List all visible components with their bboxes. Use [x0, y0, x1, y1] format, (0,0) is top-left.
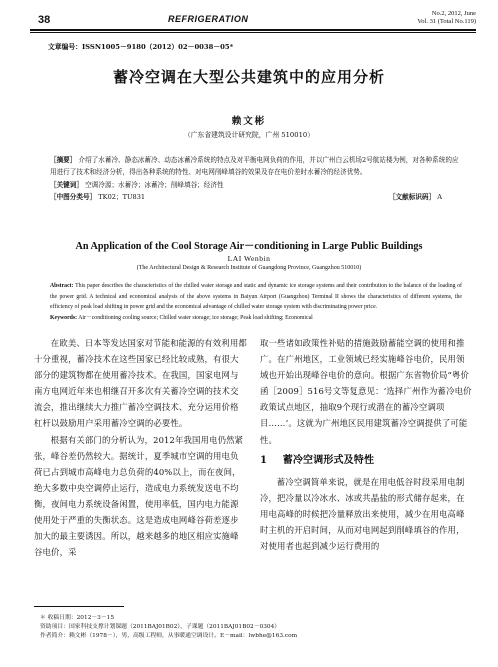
- clc-cn: [50, 191, 145, 203]
- author-english: LAI Wenbin: [227, 254, 271, 263]
- body-paragraph: 在欧美、日本等发达国家对节能和能源的有效利用都十分重视，蓄冷技术在这些国家已经比较成熟，有很大部分的建筑物都在使用蓄冷技术。在我国，国家电网与南方电网近年来也相继召开多次有关蓄冷空调的技术交流会，推出继续大力推广蓄冷空调技术、充分运用价格杠杆以鼓励用户采用蓄冷空调的必要性。: [34, 338, 247, 429]
- abstract-english: [50, 281, 462, 323]
- abstract-en-body: [50, 281, 462, 313]
- abstract-cn-body: [50, 154, 462, 179]
- abstract-en-label: Abstract:: [50, 283, 74, 289]
- keywords-en-label: Keywords:: [50, 314, 78, 321]
- body-paragraph: 根据有关部门的分析认为，2012年我国用电仍然紧张，峰谷差仍然较大。据统计，夏季城市空调的用电负荷已占到城市高峰电力总负荷的40%以上，而在夜间，绝大多数中央空调停止运行，造成电力系统发送电不均衡，夜间电力系统设备闲置，使用率低，国内电力能源使用处于严重的失衡状态。这是造成电网峰谷荷差逐步加大的最主要诱因。所以，越来越多的地区相应实施峰谷电价，采: [34, 434, 244, 558]
- affiliation-chinese: （广东省建筑设计研究院，广州 510010）: [183, 131, 315, 139]
- keywords-en: [50, 313, 462, 324]
- keywords-cn-text: 空调冷源；水蓄冷；冰蓄冷；削峰填谷；经济性: [85, 180, 224, 189]
- body-paragraph: 蓄冷空调简单来说，就是在用电低谷时段采用电制冷，把冷量以冷冰水、冰或共晶盐的形式储存起来，在用电高峰的时候把冷量释放出来使用，减少在用电高峰时主机的开启时间，从而对电网起到削峰填谷的作用，对使用者也起到减少运行费用的: [260, 476, 465, 552]
- abstract-cn-label: ［摘要］: [50, 156, 77, 164]
- issue-line-2: Vol. 31 (Total No.119): [417, 18, 476, 25]
- abstract-en-text: This paper describes the characteristics of the chilled water storage and static and dynamic ice storage systems and their contribution to the balance of the loading of the power grid. A technical and economical analysis of the above systems in Baiyun Airport (Guangzhou) Terminal II shows the characteristics of different systems, the efficiency of peak load shifting in power grid and the economical advantage of chilled water storage system with discriminating power price.: [50, 283, 462, 310]
- doc-code-text: A: [437, 193, 442, 202]
- keywords-cn: [50, 179, 462, 191]
- title-english: An Application of the Cool Storage Air－conditioning in Large Public Buildings: [75, 241, 423, 252]
- footnote: [40, 614, 480, 641]
- body-column-right: [260, 335, 473, 554]
- header-rule-thin: [30, 32, 476, 33]
- section-title: 蓄冷空调形式及特性: [282, 454, 375, 466]
- clc-cn-text: TK02；TU831: [98, 193, 146, 202]
- author-chinese: 赖文彬: [231, 116, 267, 127]
- abstract-cn-text: 介绍了水蓄冷、静态冰蓄冷、动态冰蓄冷系统的特点及对平衡电网负荷的作用，并以广州白云机场2号航站楼为例，对各种系统的应用进行了技术和经济分析，得出各种系统的特性、对电网削峰填谷的效果及存在电价差时水蓄冷的经济优势。: [50, 156, 459, 177]
- abstract-chinese: [50, 154, 462, 204]
- article-number: 文章编号：ISSN1005－9180（2012）02－0038－05*: [48, 43, 234, 51]
- footnote-received: ＊ 收稿日期：2012－3－15: [40, 615, 115, 621]
- footnote-author: 作者简介：赖文彬（1978－），男，高级工程师，从事暖通空调设计。E－mail：lwbhe@163.com: [40, 633, 298, 639]
- section-heading: [260, 450, 473, 472]
- body-column-left: [34, 335, 247, 560]
- journal-name: REFRIGERATION: [168, 14, 249, 24]
- title-chinese: 蓄冷空调在大型公共建筑中的应用分析: [112, 68, 385, 86]
- footnote-funding: 资助项目：国家科技支撑计划课题（2011BAJ01B02），子课题（2011BAJ01B02－0304）: [40, 624, 281, 630]
- header-rule: [30, 29, 476, 31]
- footnote-rule: [34, 606, 124, 607]
- keywords-cn-label: ［关键词］: [50, 180, 83, 189]
- issue-info: [417, 10, 476, 26]
- doc-code-cn: [389, 191, 462, 203]
- section-number: 1: [260, 454, 268, 466]
- doc-code-label: ［文献标识码］: [388, 193, 436, 202]
- keywords-en-text: Air－conditioning cooling source; Chilled water storage; ice storage; Peak load shifting; Economical: [78, 314, 313, 321]
- affiliation-english: (The Architectural Design & Research Institute of Guangdong Province, Guangzhou 510010): [136, 265, 362, 271]
- issue-line-1: No.2, 2012, June: [431, 10, 476, 17]
- clc-cn-label: ［中图分类号］: [50, 193, 97, 202]
- classification-row: [50, 191, 462, 203]
- page-number: 38: [38, 14, 51, 26]
- body-paragraph: 取一些诸如政策性补贴的措施鼓励蓄能空调的使用和推广。在广州地区，工业领域已经实施峰谷电价，民用领域也开始出现峰谷电价的意向。根据广东省物价局“粤价函［2009］516号文等复意见：‘选择广州作为蓄冷电价政策试点地区，抽取9个现行或潜在的蓄冷空调项目……’。这就为广州地区民用建筑蓄冷空调提供了可能性。: [260, 338, 472, 445]
